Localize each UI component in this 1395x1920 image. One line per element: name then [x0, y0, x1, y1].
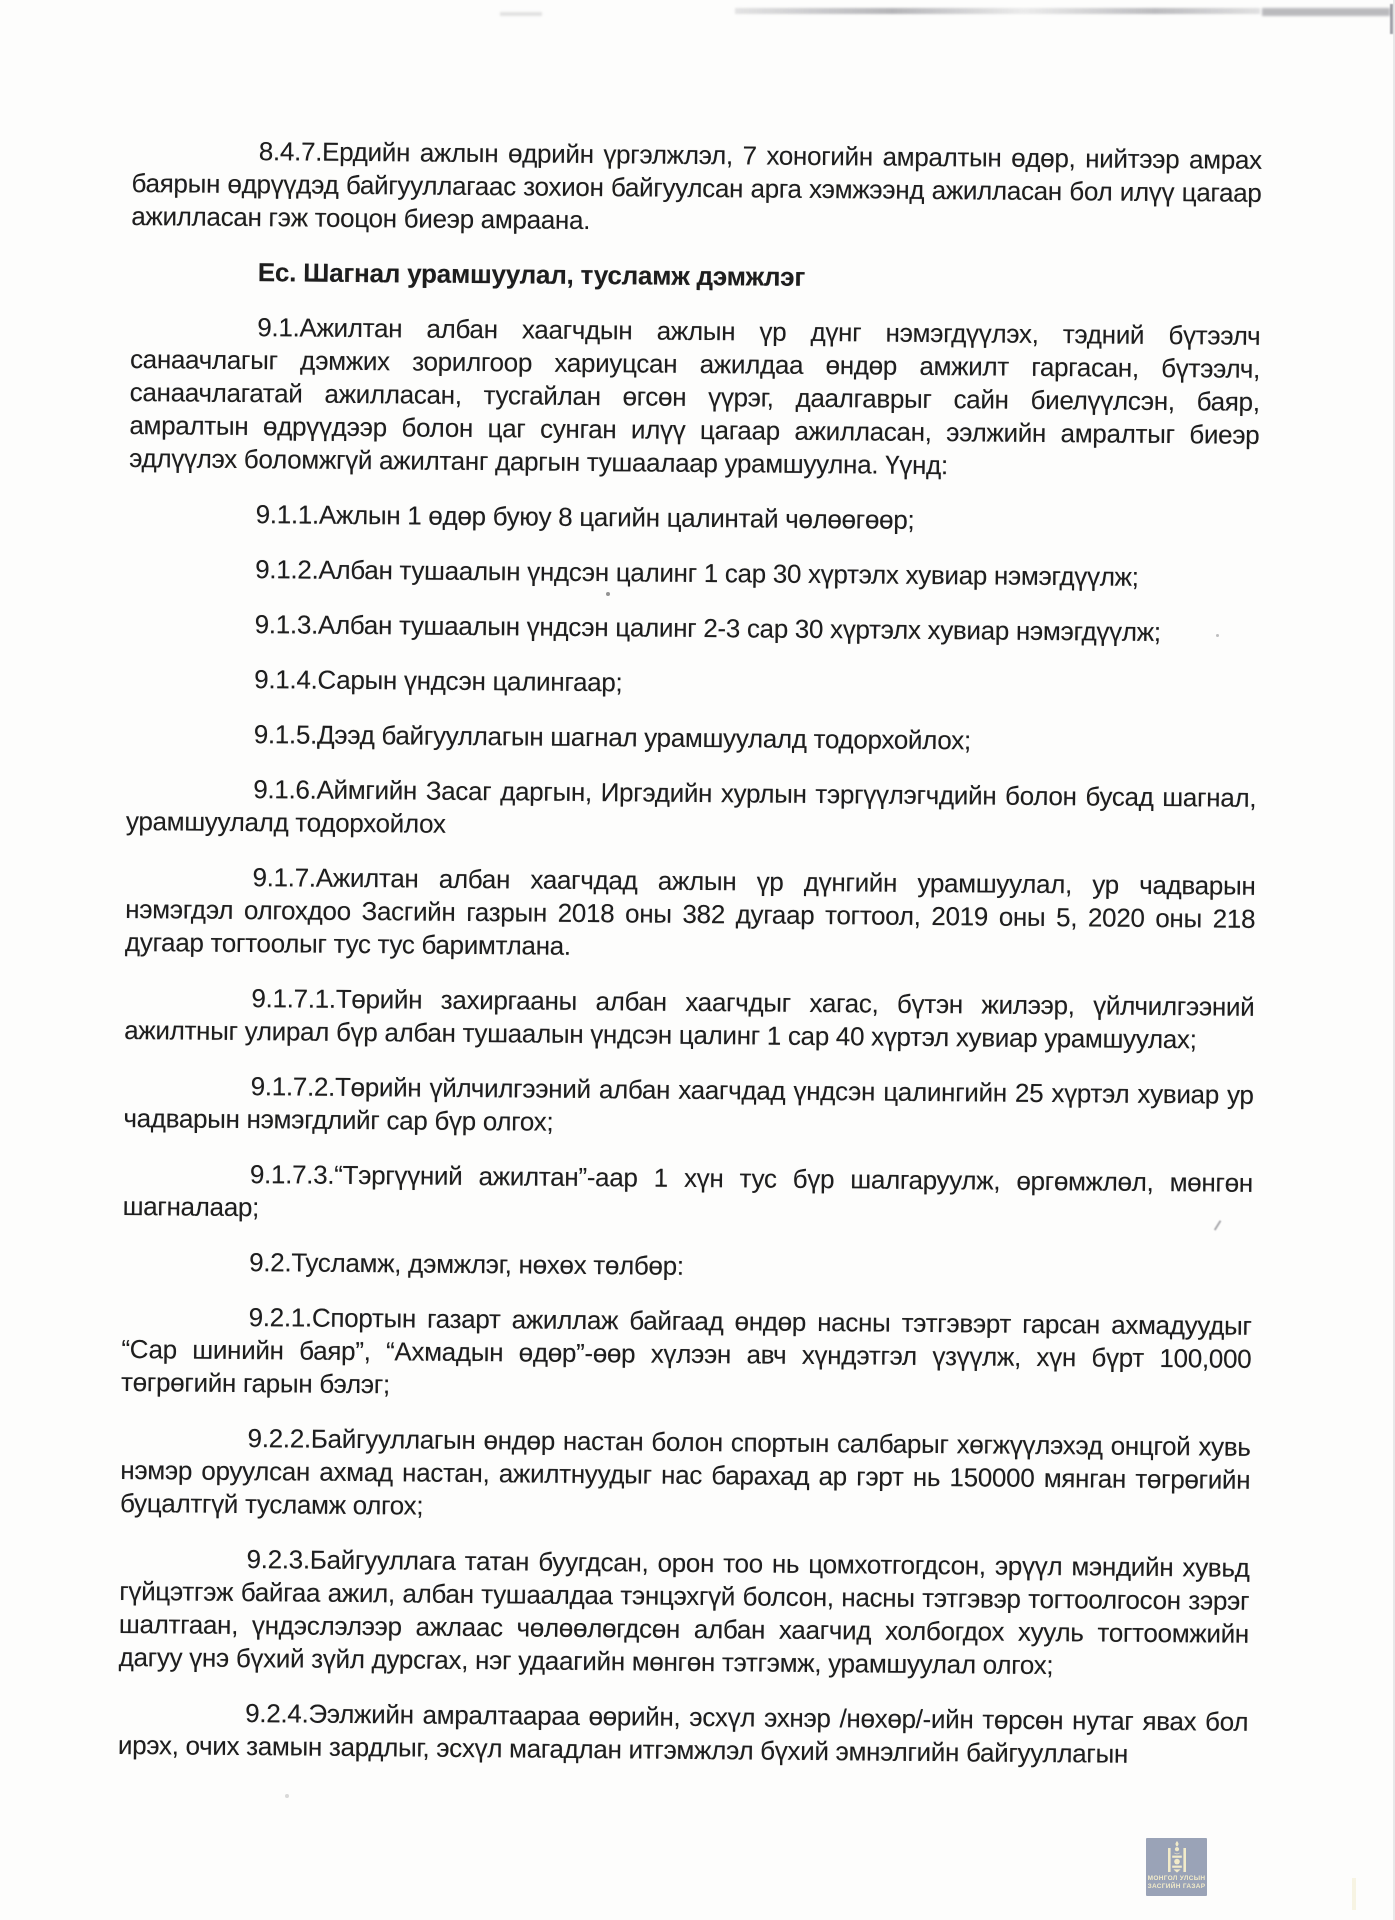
- badge-org-line1: МОНГОЛ УЛСЫН: [1147, 1875, 1206, 1882]
- paragraph-9-2: 9.2.Тусламж, дэмжлэг, нөхөх төлбөр:: [249, 1247, 684, 1281]
- section-heading: Ес. Шагнал урамшуулал, тусламж дэмжлэг: [257, 257, 806, 292]
- paragraph-9-1-5: 9.1.5.Дээд байгууллагын шагнал урамшуулалд тодорхойлох;: [253, 719, 971, 756]
- scan-smudge-top-small: [500, 12, 542, 16]
- paragraph-9-1-7-3: 9.1.7.3.“Тэргүүний ажилтан”-аар 1 хүн тус бүр шалгаруулж, өргөмжлөл, мөнгөн шагналаар;: [122, 1159, 1254, 1223]
- paragraph-9-1-2: 9.1.2.Албан тушаалын үндсэн цалинг 1 сар 30 хүртэлх хувиар нэмэгдүүлж;: [255, 554, 1139, 592]
- paragraph-9-1-7-2: 9.1.7.2.Төрийн үйлчилгээний албан хаагчдад үндсэн цалингийн 25 хүртэл хувиар ур чадварын нэмэгдлийг сар бүр олгох;: [123, 1071, 1254, 1137]
- government-badge: [1146, 1838, 1207, 1896]
- soyombo-icon: [1164, 1841, 1190, 1875]
- paragraph-9-1-7-1: 9.1.7.1.Төрийн захиргааны албан хаагчдыг хагас, бүтэн жилээр, үйлчилгээний ажилтныг улирал бүр албан тушаалын үндсэн цалинг 1 сар 40 хүртэл хувиар урамшуулах;: [124, 983, 1255, 1055]
- scan-smudge-top-right: [1262, 8, 1390, 16]
- paragraph-9-1-3: 9.1.3.Албан тушаалын үндсэн цалинг 2-3 сар 30 хүртэлх хувиар нэмэгдүүлж;: [254, 609, 1161, 647]
- paragraph-9-1: 9.1.Ажилтан албан хаагчдын ажлын үр дүнг нэмэгдүүлэх, тэдний бүтээлч санаачлагыг дэмжих зорилгоор хариуцсан ажилдаа өндөр амжилт гаргасан, бүтээлч, санаачлагатай ажилласан, тусгайлан өгсөн үүрэг, даалгаврыг сайн биелүүлсэн, баяр, амралтын өдрүүдээр болон цаг сунган илүү цагаар ажилласан, ээлжийн амралтыг биеэр эдлүүлэх боломжгүй ажилтанг даргын тушаалаар урамшуулна. Үүнд:: [129, 312, 1261, 481]
- paragraph-9-1-4: 9.1.4.Сарын үндсэн цалингаар;: [254, 664, 623, 698]
- document-body: [118, 134, 1262, 1772]
- paragraph-9-2-3: 9.2.3.Байгууллага татан буугдсан, орон тоо нь цомхотгогдсон, эрүүл мэндийн хувьд гүйцэтгэж байгаа ажил, албан тушаалдаа тэнцэхгүй болсон, насны тэтгэвэр тогтоолгосон зэрэг шалтгаан, үндэслэлээр ажлаас чөлөөлөгдсөн албан хаагчид холбогдох хууль тогтоомжийн дагуу үнэ бүхий зүйл дурсгах, нэг удаагийн мөнгөн тэтгэмж, урамшуулал олгох;: [118, 1544, 1250, 1681]
- paragraph-9-2-1: 9.2.1.Спортын газарт ажиллаж байгаад өндөр насны тэтгэвэрт гарсан ахмадуудыг “Сар шинийн баяр”, “Ахмадын өдөр”-өөр хүлээн авч хүндэтгэл үзүүлж, хүн бүрт 100,000 төгрөгийн гарын бэлэг;: [120, 1302, 1252, 1400]
- scan-edge-line: [1390, 4, 1393, 34]
- badge-org-line2: ЗАСГИЙН ГАЗАР: [1147, 1882, 1206, 1890]
- paragraph-9-2-4: 9.2.4.Ээлжийн амралтаараа өөрийн, эсхүл эхнэр /нөхөр/-ийн төрсөн нутаг явах бол ирэх, очих замын зардлыг, эсхүл магадлан итгэмжлэл бүхий эмнэлгийн байгууллагын: [117, 1698, 1249, 1769]
- scan-edge-stain: [1352, 1878, 1356, 1910]
- paragraph-9-1-6: 9.1.6.Аймгийн Засаг даргын, Иргэдийн хурлын тэргүүлэгчдийн болон бусад шагнал, урамшуулалд тодорхойлох: [125, 774, 1257, 839]
- paragraph-8-4-7: 8.4.7.Ердийн ажлын өдрийн үргэлжлэл, 7 хоногийн амралтын өдөр, нийтээр амрах баярын өдрүүдэд байгууллагаас зохион байгуулсан арга хэмжээнд ажилласан бол илүү цагаар ажилласан гэж тооцон биеэр амраана.: [131, 136, 1262, 236]
- scan-speck: [285, 1794, 289, 1798]
- paragraph-9-2-2: 9.2.2.Байгууллагын өндөр настан болон спортын салбарыг хөгжүүлэхэд онцгой хувь нэмэр оруулсан ахмад настан, ажилтнуудыг нас барахад ар гэрт нь 150000 мянган төгрөгийн буцалтгүй тусламж олгох;: [119, 1423, 1251, 1521]
- scan-smudge-top: [735, 8, 1260, 14]
- paragraph-9-1-7: 9.1.7.Ажилтан албан хаагчдад ажлын үр дүнгийн урамшуулал, ур чадварын нэмэгдэл олгохдоо Засгийн газрын 2018 оны 382 дугаар тогтоол, 2019 оны 5, 2020 оны 218 дугаар тогтоолыг тус тус баримтлана.: [124, 862, 1256, 961]
- paragraph-9-1-1: 9.1.1.Ажлын 1 өдөр буюу 8 цагийн цалинтай чөлөөгөөр;: [255, 499, 915, 535]
